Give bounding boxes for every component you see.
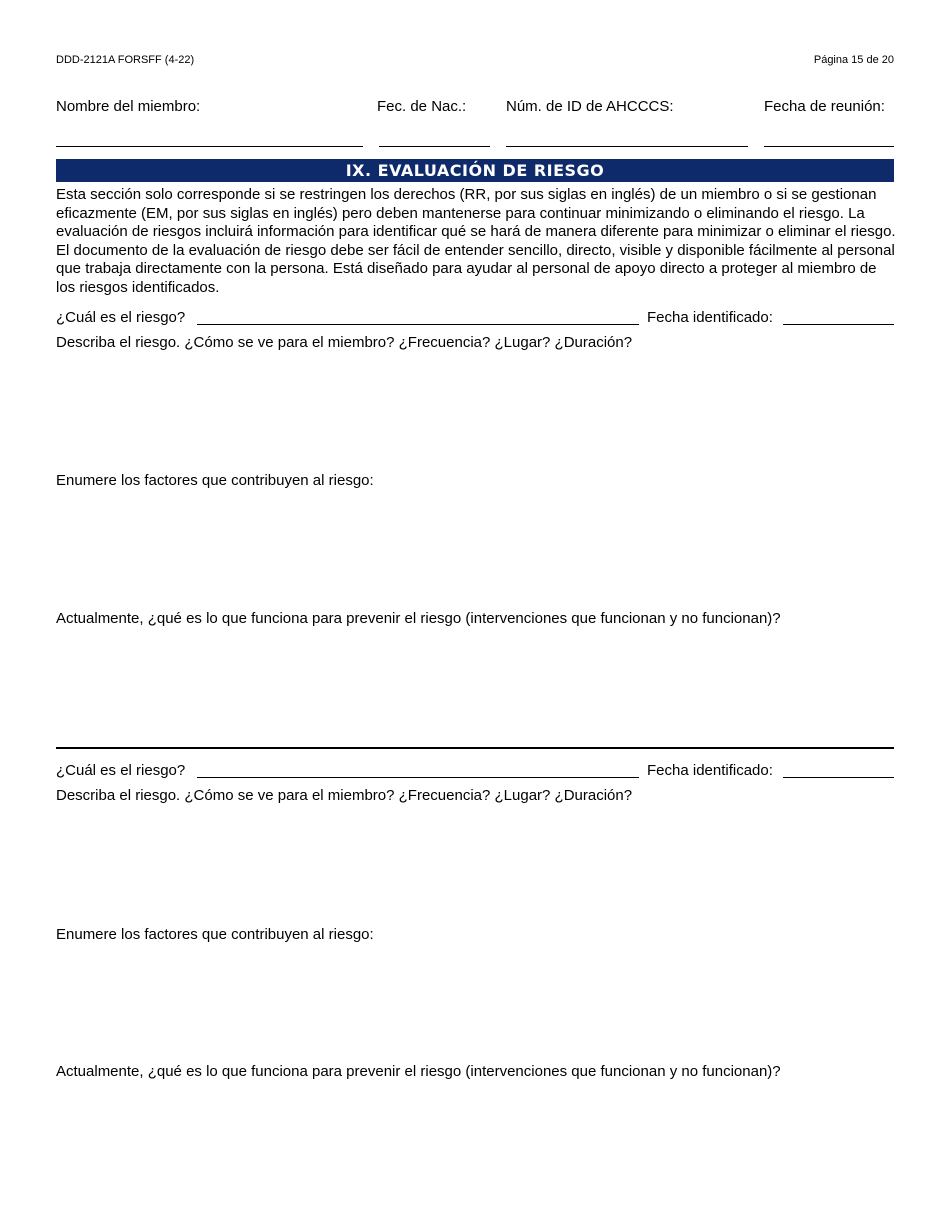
section-title: IX. EVALUACIÓN DE RIESGO (56, 159, 894, 182)
risk-divider (56, 747, 894, 749)
risk-1-date-field[interactable] (783, 308, 894, 325)
risk-2-factors-field[interactable] (56, 948, 894, 1058)
risk-2-date-field[interactable] (783, 761, 894, 778)
risk-1-date-label: Fecha identificado: (647, 309, 773, 326)
risk-2-field[interactable] (197, 761, 639, 778)
risk-2-describe-field[interactable] (56, 810, 894, 920)
section-intro: Esta sección solo corresponde si se restringen los derechos (RR, por sus siglas en inglés) de un miembro o si se gestionan eficazmente (EM, por sus siglas en inglés) pero deben mantenerse para continuar minimizando o eliminando el riesgo. La evaluación de riesgos incluirá información para identificar qué se hará de manera diferente para minimizar o eliminar el riesgo. El documento de la evaluación de riesgo debe ser fácil de entender sencillo, directo, visible y disponible fácilmente al personal que trabaja directamente con la persona. Está diseñado para ayudar al personal de apoyo directo a proteger al miembro de los riesgos identificados. (56, 186, 896, 296)
risk-2-date-label: Fecha identificado: (647, 762, 773, 779)
risk-2-label: ¿Cuál es el riesgo? (56, 762, 186, 779)
risk-1-label: ¿Cuál es el riesgo? (56, 309, 186, 326)
risk-1-factors-label: Enumere los factores que contribuyen al riesgo: (56, 472, 374, 489)
risk-1-describe-label: Describa el riesgo. ¿Cómo se ve para el miembro? ¿Frecuencia? ¿Lugar? ¿Duración? (56, 334, 633, 351)
member-name-field[interactable] (56, 130, 363, 147)
risk-1-field[interactable] (197, 308, 639, 325)
ahcccs-id-field[interactable] (506, 130, 748, 147)
risk-2-works-field[interactable] (56, 1086, 894, 1206)
page-number: Página 15 de 20 (813, 54, 894, 66)
ahcccs-id-label: Núm. de ID de AHCCCS: (506, 98, 674, 115)
risk-1-works-label: Actualmente, ¿qué es lo que funciona para prevenir el riesgo (intervenciones que funcionan y no funcionan)? (56, 610, 781, 627)
risk-2-describe-label: Describa el riesgo. ¿Cómo se ve para el miembro? ¿Frecuencia? ¿Lugar? ¿Duración? (56, 787, 633, 804)
member-name-label: Nombre del miembro: (56, 98, 201, 115)
risk-1-describe-field[interactable] (56, 356, 894, 466)
dob-field[interactable] (379, 130, 490, 147)
dob-label: Fec. de Nac.: (377, 98, 467, 115)
risk-2-works-label: Actualmente, ¿qué es lo que funciona para prevenir el riesgo (intervenciones que funcionan y no funcionan)? (56, 1063, 781, 1080)
meeting-date-field[interactable] (764, 130, 894, 147)
risk-1-factors-field[interactable] (56, 494, 894, 604)
risk-2-factors-label: Enumere los factores que contribuyen al riesgo: (56, 926, 374, 943)
form-id: DDD-2121A FORSFF (4-22) (56, 54, 195, 66)
risk-1-works-field[interactable] (56, 632, 894, 740)
meeting-date-label: Fecha de reunión: (764, 98, 885, 115)
